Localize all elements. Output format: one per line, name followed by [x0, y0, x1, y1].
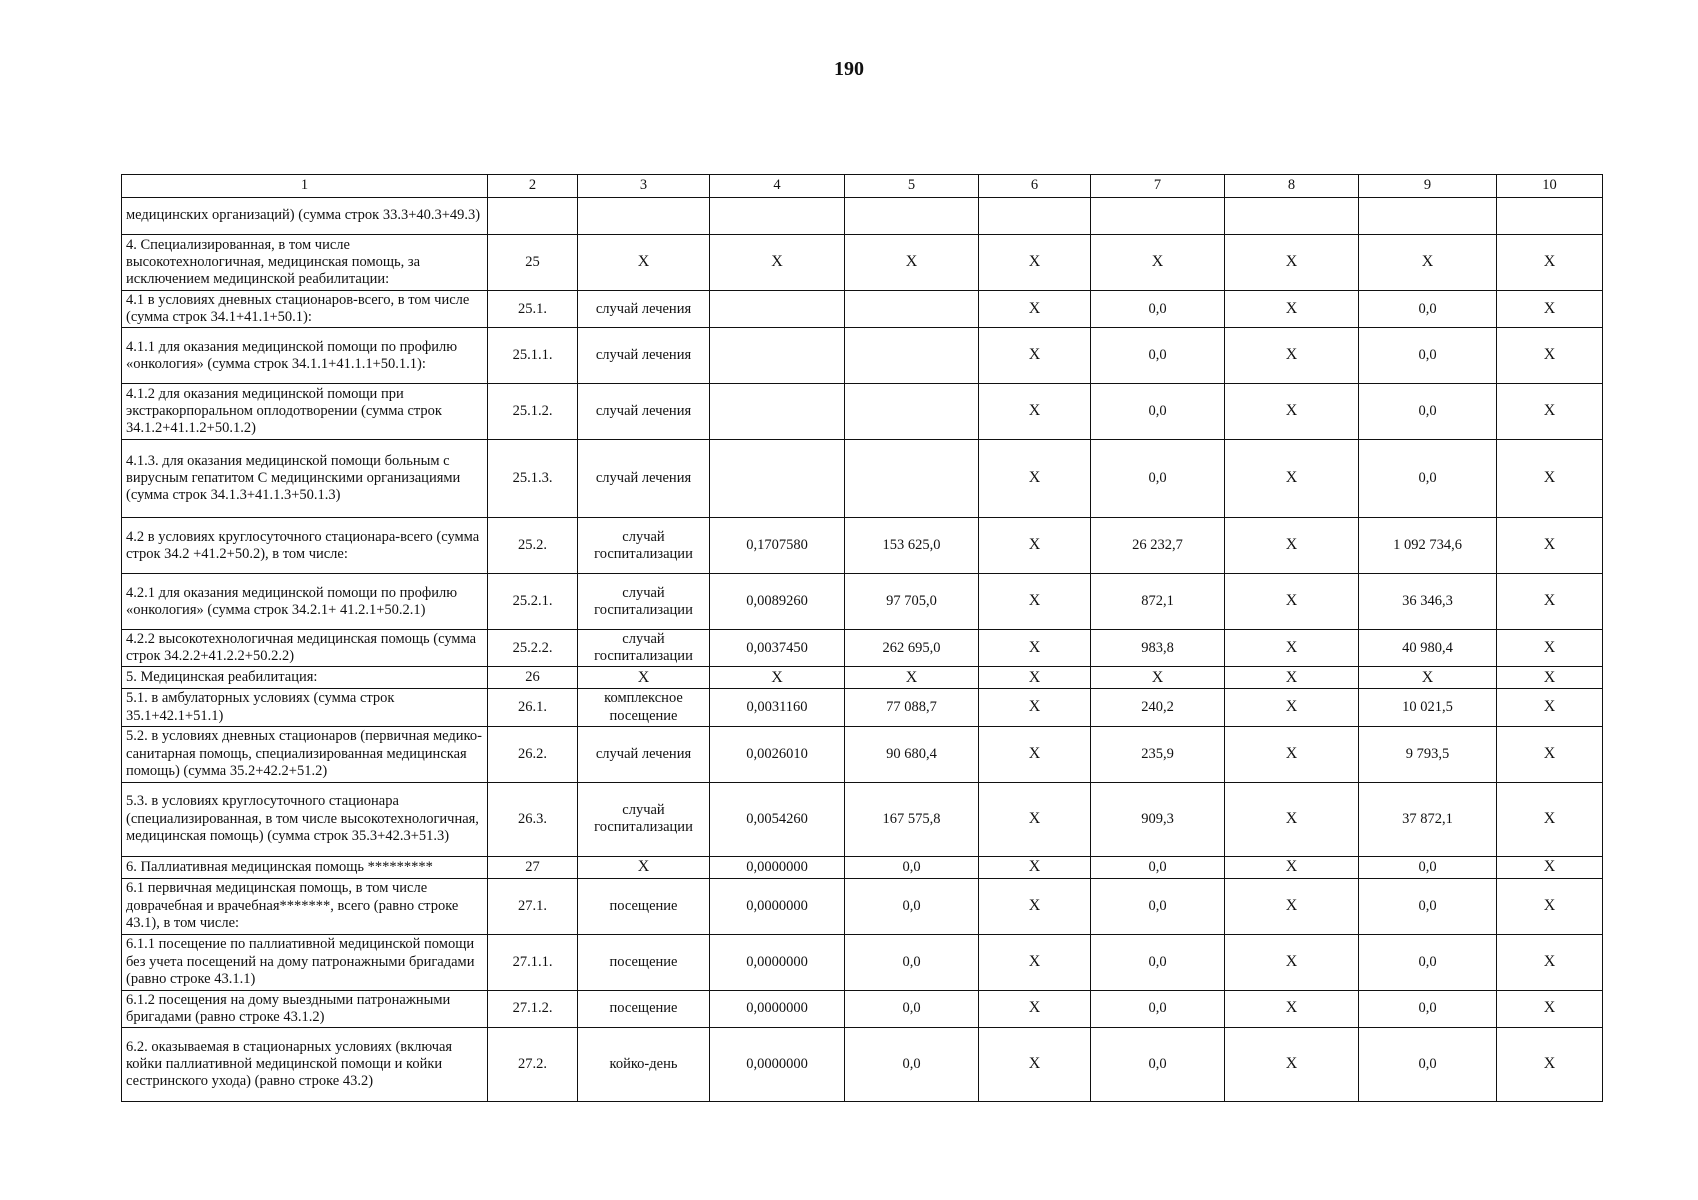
cell-c10: X: [1497, 934, 1603, 990]
cell-c7: X: [1091, 667, 1225, 689]
cell-c10: X: [1497, 878, 1603, 934]
table-row: [122, 689, 1603, 726]
cell-c10: X: [1497, 291, 1603, 328]
cell-code: 27.1.2.: [488, 990, 578, 1027]
cell-c8: X: [1225, 726, 1359, 782]
cell-label: 6.2. оказываемая в стационарных условиях (включая койки паллиативной медицинской помощи и койки сестринского ухода) (равно строке 43.2): [122, 1027, 488, 1101]
cell-c6: X: [979, 990, 1091, 1027]
table-row: [122, 198, 1603, 235]
cell-c8: X: [1225, 934, 1359, 990]
cell-code: 27.1.: [488, 878, 578, 934]
cell-unit: койко-день: [578, 1027, 710, 1101]
table-row: [122, 384, 1603, 440]
table-row: [122, 574, 1603, 630]
cell-c9: 9 793,5: [1359, 726, 1497, 782]
cell-c4: 0,0026010: [710, 726, 845, 782]
cell-unit: случай госпитализации: [578, 574, 710, 630]
column-header-8: 8: [1225, 175, 1359, 198]
cell-c4: X: [710, 235, 845, 291]
cell-unit: [578, 198, 710, 235]
cell-code: 25.1.1.: [488, 328, 578, 384]
cell-c7: [1091, 198, 1225, 235]
cell-c9: 40 980,4: [1359, 630, 1497, 667]
cell-c9: 1 092 734,6: [1359, 518, 1497, 574]
cell-c9: X: [1359, 235, 1497, 291]
cell-code: 26: [488, 667, 578, 689]
cell-c10: X: [1497, 667, 1603, 689]
cell-c9: [1359, 198, 1497, 235]
cell-c9: 0,0: [1359, 291, 1497, 328]
table-row: [122, 291, 1603, 328]
cell-c6: X: [979, 782, 1091, 856]
cell-c6: X: [979, 384, 1091, 440]
cell-unit: X: [578, 235, 710, 291]
cell-c6: X: [979, 518, 1091, 574]
cell-c8: X: [1225, 518, 1359, 574]
cell-c6: X: [979, 630, 1091, 667]
cell-c9: 0,0: [1359, 878, 1497, 934]
cell-c10: X: [1497, 856, 1603, 878]
table-row: [122, 667, 1603, 689]
cell-unit: комплексное посещение: [578, 689, 710, 726]
cell-unit: случай госпитализации: [578, 518, 710, 574]
cell-c5: X: [845, 667, 979, 689]
cell-code: 25.2.1.: [488, 574, 578, 630]
cell-c5: 77 088,7: [845, 689, 979, 726]
cell-c6: X: [979, 440, 1091, 518]
cell-c8: X: [1225, 440, 1359, 518]
cell-c4: [710, 328, 845, 384]
cell-c5: 0,0: [845, 934, 979, 990]
cell-c9: 0,0: [1359, 1027, 1497, 1101]
cell-c4: 0,0000000: [710, 934, 845, 990]
cell-c7: 0,0: [1091, 291, 1225, 328]
cell-c10: X: [1497, 689, 1603, 726]
cell-c9: 0,0: [1359, 856, 1497, 878]
cell-c7: 0,0: [1091, 990, 1225, 1027]
cell-c7: 0,0: [1091, 856, 1225, 878]
cell-unit: случай лечения: [578, 384, 710, 440]
cell-c8: X: [1225, 630, 1359, 667]
cell-label: 5. Медицинская реабилитация:: [122, 667, 488, 689]
cell-c4: [710, 384, 845, 440]
table-row: [122, 328, 1603, 384]
cell-c6: X: [979, 689, 1091, 726]
cell-c4: 0,0000000: [710, 878, 845, 934]
cell-label: 4.2 в условиях круглосуточного стационара-всего (сумма строк 34.2 +41.2+50.2), в том числе:: [122, 518, 488, 574]
cell-c7: X: [1091, 235, 1225, 291]
cell-code: 26.1.: [488, 689, 578, 726]
cell-c10: X: [1497, 384, 1603, 440]
cell-c5: 153 625,0: [845, 518, 979, 574]
cell-c4: [710, 198, 845, 235]
cell-c8: [1225, 198, 1359, 235]
table-row: [122, 726, 1603, 782]
column-header-2: 2: [488, 175, 578, 198]
cell-c6: [979, 198, 1091, 235]
cell-code: 27: [488, 856, 578, 878]
cell-label: 6.1.1 посещение по паллиативной медицинской помощи без учета посещений на дому патронажными бригадами (равно строке 43.1.1): [122, 934, 488, 990]
cell-code: 25.1.: [488, 291, 578, 328]
cell-c7: 0,0: [1091, 1027, 1225, 1101]
cell-c8: X: [1225, 574, 1359, 630]
cell-c10: X: [1497, 235, 1603, 291]
cell-c8: X: [1225, 856, 1359, 878]
table-row: [122, 782, 1603, 856]
cell-c5: 90 680,4: [845, 726, 979, 782]
cell-label: 6. Паллиативная медицинская помощь *********: [122, 856, 488, 878]
cell-c8: X: [1225, 328, 1359, 384]
cell-code: 26.2.: [488, 726, 578, 782]
cell-c4: [710, 291, 845, 328]
cell-code: 25: [488, 235, 578, 291]
cell-unit: посещение: [578, 878, 710, 934]
cell-label: 4.2.1 для оказания медицинской помощи по профилю «онкология» (сумма строк 34.2.1+ 41.2.1+50.2.1): [122, 574, 488, 630]
cell-unit: случай госпитализации: [578, 630, 710, 667]
cell-c8: X: [1225, 291, 1359, 328]
cell-c6: X: [979, 1027, 1091, 1101]
cell-code: 26.3.: [488, 782, 578, 856]
cell-code: 25.1.2.: [488, 384, 578, 440]
cell-c5: [845, 198, 979, 235]
cell-c5: 0,0: [845, 856, 979, 878]
cell-c10: X: [1497, 630, 1603, 667]
cell-c10: X: [1497, 440, 1603, 518]
column-header-6: 6: [979, 175, 1091, 198]
cell-c7: 983,8: [1091, 630, 1225, 667]
cell-c7: 26 232,7: [1091, 518, 1225, 574]
cell-c10: X: [1497, 726, 1603, 782]
cell-c4: X: [710, 667, 845, 689]
cell-unit: случай лечения: [578, 440, 710, 518]
cell-label: 5.2. в условиях дневных стационаров (первичная медико-санитарная помощь, специализированная медицинская помощь) (сумма 35.2+42.2+51.2): [122, 726, 488, 782]
cell-code: 27.2.: [488, 1027, 578, 1101]
cell-label: 5.1. в амбулаторных условиях (сумма строк 35.1+42.1+51.1): [122, 689, 488, 726]
cell-c9: 0,0: [1359, 384, 1497, 440]
cell-c7: 872,1: [1091, 574, 1225, 630]
cell-c4: 0,0000000: [710, 1027, 845, 1101]
cell-c7: 0,0: [1091, 384, 1225, 440]
cell-code: 25.1.3.: [488, 440, 578, 518]
cell-c4: 0,0037450: [710, 630, 845, 667]
cell-code: 25.2.2.: [488, 630, 578, 667]
cell-label: 6.1.2 посещения на дому выездными патронажными бригадами (равно строке 43.1.2): [122, 990, 488, 1027]
cell-c9: 0,0: [1359, 934, 1497, 990]
cell-label: 4.1.3. для оказания медицинской помощи больным с вирусным гепатитом С медицинскими организациями (сумма строк 34.1.3+41.1.3+50.1.3): [122, 440, 488, 518]
cell-c10: X: [1497, 518, 1603, 574]
cell-c8: X: [1225, 384, 1359, 440]
table-row: [122, 518, 1603, 574]
cell-c5: [845, 328, 979, 384]
header-row: [122, 175, 1603, 198]
cell-c8: X: [1225, 667, 1359, 689]
cell-c8: X: [1225, 1027, 1359, 1101]
cell-c6: X: [979, 667, 1091, 689]
cell-c7: 0,0: [1091, 328, 1225, 384]
cell-c4: 0,0054260: [710, 782, 845, 856]
cell-c8: X: [1225, 689, 1359, 726]
cell-unit: случай лечения: [578, 726, 710, 782]
cell-unit: случай лечения: [578, 328, 710, 384]
cell-c8: X: [1225, 235, 1359, 291]
table-row: [122, 235, 1603, 291]
cell-code: 25.2.: [488, 518, 578, 574]
table-row: [122, 990, 1603, 1027]
cell-c9: 37 872,1: [1359, 782, 1497, 856]
table-row: [122, 1027, 1603, 1101]
cell-label: 4.2.2 высокотехнологичная медицинская помощь (сумма строк 34.2.2+41.2.2+50.2.2): [122, 630, 488, 667]
cell-label: 5.3. в условиях круглосуточного стационара (специализированная, в том числе высокотехнологичная, медицинская помощь) (сумма строк 35.3+42.3+51.3): [122, 782, 488, 856]
cell-c7: 0,0: [1091, 878, 1225, 934]
page-number: 190: [834, 58, 864, 80]
cell-c10: X: [1497, 782, 1603, 856]
cell-c5: 167 575,8: [845, 782, 979, 856]
cell-code: 27.1.1.: [488, 934, 578, 990]
cell-c7: 909,3: [1091, 782, 1225, 856]
column-header-9: 9: [1359, 175, 1497, 198]
cell-c9: 0,0: [1359, 440, 1497, 518]
cell-c6: X: [979, 291, 1091, 328]
cell-c4: 0,0000000: [710, 990, 845, 1027]
table-row: [122, 630, 1603, 667]
cell-c4: 0,1707580: [710, 518, 845, 574]
cell-c5: 0,0: [845, 1027, 979, 1101]
cell-c5: 0,0: [845, 878, 979, 934]
cell-c10: [1497, 198, 1603, 235]
cell-c6: X: [979, 328, 1091, 384]
cell-c6: X: [979, 726, 1091, 782]
cell-unit: посещение: [578, 990, 710, 1027]
column-header-4: 4: [710, 175, 845, 198]
cell-c6: X: [979, 856, 1091, 878]
cell-c6: X: [979, 934, 1091, 990]
cell-c8: X: [1225, 782, 1359, 856]
cell-c10: X: [1497, 1027, 1603, 1101]
cell-c5: [845, 384, 979, 440]
cell-c5: X: [845, 235, 979, 291]
cell-label: 4.1.1 для оказания медицинской помощи по профилю «онкология» (сумма строк 34.1.1+41.1.1+50.1.1):: [122, 328, 488, 384]
cell-label: 6.1 первичная медицинская помощь, в том числе доврачебная и врачебная*******, всего (равно строке 43.1), в том числе:: [122, 878, 488, 934]
cell-c4: 0,0000000: [710, 856, 845, 878]
table-row: [122, 878, 1603, 934]
cell-c10: X: [1497, 990, 1603, 1027]
cell-c10: X: [1497, 574, 1603, 630]
cell-c7: 235,9: [1091, 726, 1225, 782]
column-header-7: 7: [1091, 175, 1225, 198]
cell-c7: 240,2: [1091, 689, 1225, 726]
cell-label: медицинских организаций) (сумма строк 33.3+40.3+49.3): [122, 198, 488, 235]
cell-c8: X: [1225, 878, 1359, 934]
cell-unit: X: [578, 667, 710, 689]
cell-c6: X: [979, 574, 1091, 630]
cell-c5: 0,0: [845, 990, 979, 1027]
cell-c5: 262 695,0: [845, 630, 979, 667]
cell-unit: случай госпитализации: [578, 782, 710, 856]
cell-c9: 36 346,3: [1359, 574, 1497, 630]
cell-c4: [710, 440, 845, 518]
table-row: [122, 856, 1603, 878]
cell-c9: 0,0: [1359, 328, 1497, 384]
cell-label: 4.1 в условиях дневных стационаров-всего, в том числе (сумма строк 34.1+41.1+50.1):: [122, 291, 488, 328]
cell-c7: 0,0: [1091, 934, 1225, 990]
column-header-10: 10: [1497, 175, 1603, 198]
cell-label: 4.1.2 для оказания медицинской помощи при экстракорпоральном оплодотворении (сумма строк 34.1.2+41.1.2+50.1.2): [122, 384, 488, 440]
cell-c9: 0,0: [1359, 990, 1497, 1027]
cell-c8: X: [1225, 990, 1359, 1027]
cell-label: 4. Специализированная, в том числе высокотехнологичная, медицинская помощь, за исключением медицинской реабилитации:: [122, 235, 488, 291]
cell-c6: X: [979, 878, 1091, 934]
cell-c9: X: [1359, 667, 1497, 689]
cell-c4: 0,0031160: [710, 689, 845, 726]
cell-c7: 0,0: [1091, 440, 1225, 518]
cell-c4: 0,0089260: [710, 574, 845, 630]
cell-c6: X: [979, 235, 1091, 291]
cell-unit: посещение: [578, 934, 710, 990]
cell-c10: X: [1497, 328, 1603, 384]
cell-c5: [845, 291, 979, 328]
table-row: [122, 440, 1603, 518]
data-table: [121, 174, 1603, 1102]
cell-unit: случай лечения: [578, 291, 710, 328]
column-header-1: 1: [122, 175, 488, 198]
table-row: [122, 934, 1603, 990]
cell-code: [488, 198, 578, 235]
cell-c5: 97 705,0: [845, 574, 979, 630]
column-header-5: 5: [845, 175, 979, 198]
column-header-3: 3: [578, 175, 710, 198]
cell-c9: 10 021,5: [1359, 689, 1497, 726]
cell-c5: [845, 440, 979, 518]
cell-unit: X: [578, 856, 710, 878]
